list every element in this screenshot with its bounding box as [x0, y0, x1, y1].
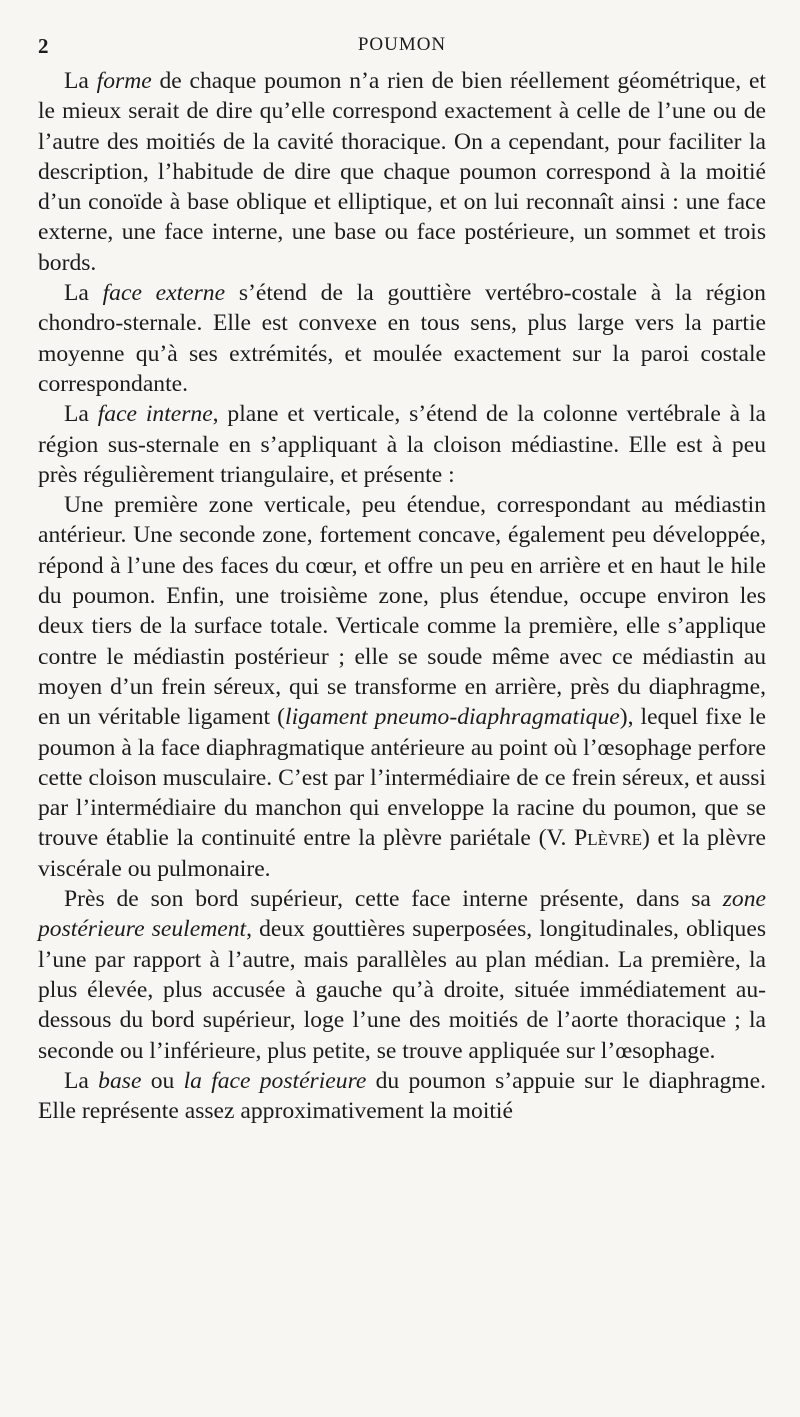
text-segment: La [64, 1067, 99, 1094]
page-header [38, 30, 766, 66]
text-segment: Une première zone verticale, peu étendue, correspondant au médiastin antérieur. Une seconde zone, fortement concave, également peu développée, répond à l’une des faces du cœur, et offre un peu en arrière et en haut le hile du poumon. Enfin, une troisième zone, plus étendue, occupe environ les deux tiers de la surface totale. Verticale comme la première, elle s’applique contre le médiastin postérieur ; elle se soude même avec ce médiastin au moyen d’un frein séreux, qui se transforme en arrière, près du diaphragme, en un véritable ligament ( [38, 492, 766, 731]
text-segment: ), lequel fixe le poumon à la face diaphragmatique antérieure au point où l’œsophage perfore cette cloison musculaire. C’est par l’intermédiaire de ce frein séreux, et aussi par l’intermédiaire du manchon qui enveloppe la racine du poumon, que se trouve établie la continuité entre la plèvre pariétale (V. [38, 704, 766, 852]
paragraph-zones [38, 490, 766, 884]
italic-term: base [98, 1067, 142, 1094]
paragraph-face-interne [38, 399, 766, 490]
italic-term: face externe [102, 280, 226, 307]
text-segment: La [64, 68, 97, 94]
text-segment: du poumon s’appuie sur le diaphragme. Elle représente assez approximativement la moitié [38, 1067, 766, 1125]
page-number: 2 [38, 34, 50, 58]
text-segment: ou [141, 1067, 184, 1094]
paragraph-forme [38, 66, 766, 278]
italic-term: la face postérieure [183, 1067, 367, 1094]
text-segment: , deux gouttières superposées, longitudinales, obliques l’une par rapport à l’autre, mais parallèles au plan médian. La première, la plus élevée, plus accusée à gauche qu’à droite, située immédiatement au-dessous du bord supérieur, loge l’une des moitiés de l’aorte thoracique ; la seconde ou l’inférieure, plus petite, se trouve appliquée sur l’œsophage. [38, 916, 767, 1064]
body-text [38, 66, 766, 1126]
small-caps-reference: Plèvre [574, 825, 642, 852]
text-segment: de chaque poumon n’a rien de bien réellement géométrique, et le mieux serait de dire qu’elle correspond exactement à celle de l’une ou de l’autre des moitiés de la cavité thoracique. On a cependant, pour faciliter la description, l’habitude de dire que chaque poumon correspond à la moitié d’un conoïde à base oblique et elliptique, et on lui reconnaît ainsi : une face externe, une face interne, une base ou face postérieure, un sommet et trois bords. [38, 68, 766, 276]
text-segment: ) et la plèvre viscérale ou pulmonaire. [38, 825, 766, 882]
text-segment: , plane et verticale, s’étend de la colonne vertébrale à la région sus-sternale en s’appliquant à la cloison médiastine. Elle est à peu près régulièrement triangulaire, et présente : [38, 401, 766, 488]
italic-term: zone postérieure seulement [38, 886, 766, 943]
text-segment: s’étend de la gouttière vertébro-costale à la région chondro-sternale. Elle est convexe en tous sens, plus large vers la partie moyenne qu’à ses extrémités, et moulée exactement sur la paroi costale correspondante. [38, 280, 766, 397]
italic-term: face interne [97, 401, 213, 428]
paragraph-face-externe [38, 278, 766, 399]
text-segment: Près de son bord supérieur, cette face interne présente, dans sa [64, 886, 723, 913]
running-title: POUMON [357, 34, 447, 55]
italic-term: ligament pneumo-diaphragmatique [285, 704, 620, 731]
paragraph-gouttieres [38, 884, 766, 1066]
text-segment: La [64, 401, 98, 428]
paragraph-base [38, 1066, 766, 1127]
text-segment: La [64, 280, 103, 307]
italic-term: forme [96, 68, 152, 94]
